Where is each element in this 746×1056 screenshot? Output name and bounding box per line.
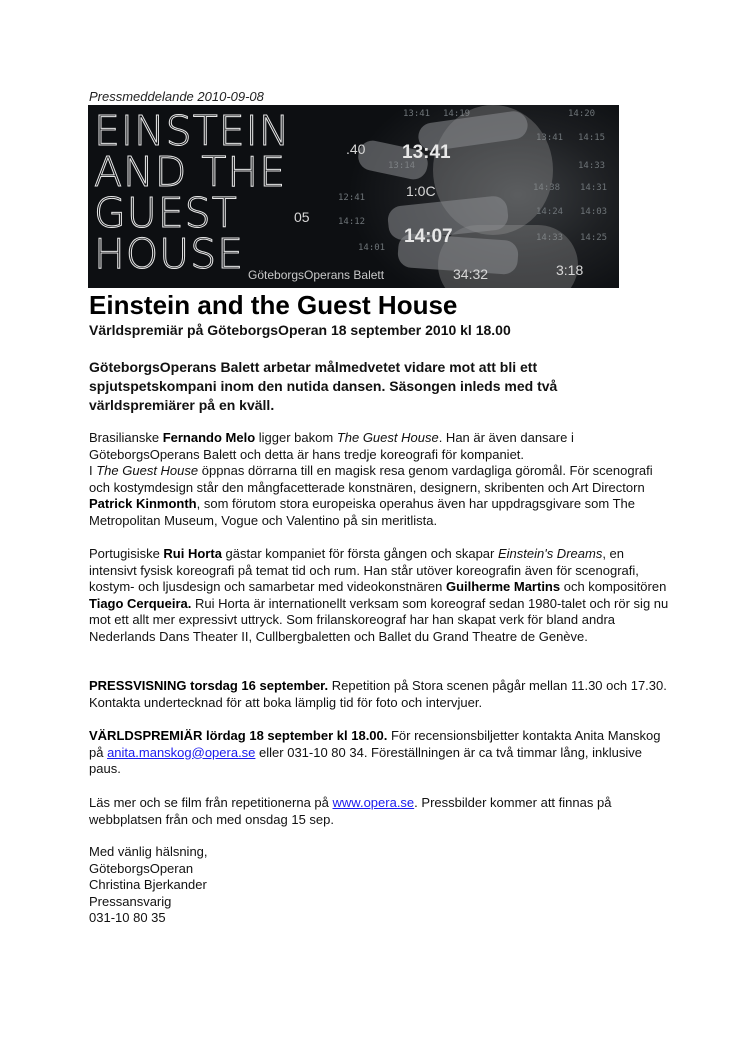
text: . Han är även dansare i GöteborgsOperans Balett och detta är hans tredje koreografi för kompaniet. (89, 430, 574, 462)
paragraph-varldspremiar (89, 728, 669, 778)
banner-title-line: GUEST (94, 189, 238, 237)
signature-org: GöteborgsOperan (89, 860, 194, 876)
event-heading: PRESSVISNING torsdag 16 september. (89, 678, 329, 693)
clock-digit: 14:33 (536, 233, 564, 243)
clock-digit: 14:19 (443, 109, 471, 119)
person-name: Fernando Melo (162, 430, 256, 445)
lead-paragraph: GöteborgsOperans Balett arbetar målmedvetet vidare mot att bli ett spjutspetskompani inom den nutida dansen. Säsongen inleds med två världspremiärer på en kväll. (89, 359, 558, 413)
clock-digit: 14:20 (568, 109, 596, 119)
person-name: Guilherme Martins (445, 579, 561, 595)
clock-digit: 13:41 (403, 109, 431, 119)
paragraph-fernando-melo (89, 430, 669, 530)
work-title: The Guest House (336, 430, 439, 445)
text: ligger bakom (255, 430, 337, 445)
clock-digit: 12:41 (338, 193, 366, 203)
text: Repetition på Stora scenen pågår mellan 11.30 och 17.30. Kontakta undertecknad för att boka lämplig tid för foto och intervjuer. (89, 678, 667, 710)
text: . Pressbilder kommer att finnas på webbplatsen från och med onsdag 15 sep. (89, 795, 612, 827)
clock-digit: .40 (346, 141, 366, 157)
text: öppnas dörrarna till en magisk resa genom vardagliga göromål. För scenografi och kostymdesign står den mångfacetterade konstnären, designern, skribenten och Art Directorn (89, 463, 653, 495)
paragraph-rui-horta (89, 546, 669, 646)
clock-digit: 14:03 (580, 207, 608, 217)
banner-title-line: AND THE (94, 148, 287, 196)
text: Brasilianske (89, 430, 163, 445)
clock-digit: 14:15 (578, 133, 606, 143)
signature-block (89, 844, 669, 927)
text: Portugisiske (89, 546, 164, 561)
dateline: Pressmeddelande 2010-09-08 (89, 89, 264, 104)
email-link[interactable]: anita.manskog@opera.se (107, 744, 256, 760)
text: och kompositören (560, 579, 667, 595)
text: Rui Horta är internationellt verksam som koreograf sedan 1980-talet och rör sig nu mot ett allt mer expressivt uttryck. Som frilanskoreograf har han skapat verk för bland andra Nederlands Dans Theater II, Cullbergbaletten och Ballet du Grand Theatre de Genève. (89, 595, 669, 644)
text: Läs mer och se film från repetitionerna på (89, 795, 333, 810)
person-name: Patrick Kinmonth (89, 496, 197, 512)
event-heading: VÄRLDSPREMIÄR lördag 18 september kl 18.00. (89, 728, 388, 743)
banner-title (94, 107, 291, 278)
work-title: The Guest House (96, 463, 199, 479)
clock-digit: 13:41 (536, 133, 564, 143)
clock-digit: 14:31 (580, 183, 608, 193)
text: , som förutom stora europeiska operahus även har uppdragsgivare som The Metropolitan Museum, Vogue och Valentino på sin meritlista. (89, 496, 636, 528)
banner-subtitle: GöteborgsOperans Balett (248, 268, 385, 282)
clock-digit: 14:01 (358, 243, 386, 253)
clock-digit: 1:0C (406, 183, 436, 199)
clock-digit: 14:33 (578, 161, 606, 171)
signature-phone: 031-10 80 35 (89, 910, 166, 926)
text: För recensionsbiljetter kontakta Anita Manskog på (89, 728, 661, 760)
paragraph-website (89, 795, 669, 828)
clock-digit: 14:25 (580, 233, 608, 243)
text: , en intensivt fysisk koreografi på temat tid och rum. Han står utöver koreografin även för scenografi, kostym- och ljusdesign och samarbetar med videokonstnären (89, 546, 639, 595)
text: I (89, 463, 97, 479)
signature-greeting: Med vänlig hälsning, (89, 844, 208, 859)
signature-role: Pressansvarig (89, 893, 172, 909)
text: gästar kompaniet för första gången och skapar (221, 546, 498, 561)
clock-digit: 05 (294, 209, 310, 225)
clock-digit: 34:32 (453, 266, 489, 282)
work-title: Einstein's Dreams (497, 546, 603, 561)
signature-name: Christina Bjerkander (89, 877, 207, 893)
clock-digit: 14:24 (536, 207, 564, 217)
clock-digit: 13:41 (402, 142, 451, 163)
person-name: Tiago Cerqueira. (89, 595, 192, 611)
clock-digit: 3:18 (556, 262, 584, 278)
website-link[interactable]: www.opera.se (332, 795, 415, 810)
clock-digit: 14:38 (533, 183, 561, 193)
text: eller 031-10 80 34. Föreställningen är ca två timmar lång, inklusive paus. (89, 744, 643, 777)
banner-image (88, 105, 619, 288)
person-name: Rui Horta (163, 546, 222, 561)
clock-digit: 14:07 (404, 226, 453, 247)
banner-title-line: HOUSE (94, 230, 245, 278)
paragraph-pressvisning (89, 678, 669, 711)
banner-title-line: EINSTEIN (94, 107, 291, 155)
document-subtitle: Världspremiär på GöteborgsOperan 18 september 2010 kl 18.00 (89, 322, 511, 338)
clock-digit: 14:12 (338, 217, 366, 227)
document-title: Einstein and the Guest House (89, 290, 458, 320)
